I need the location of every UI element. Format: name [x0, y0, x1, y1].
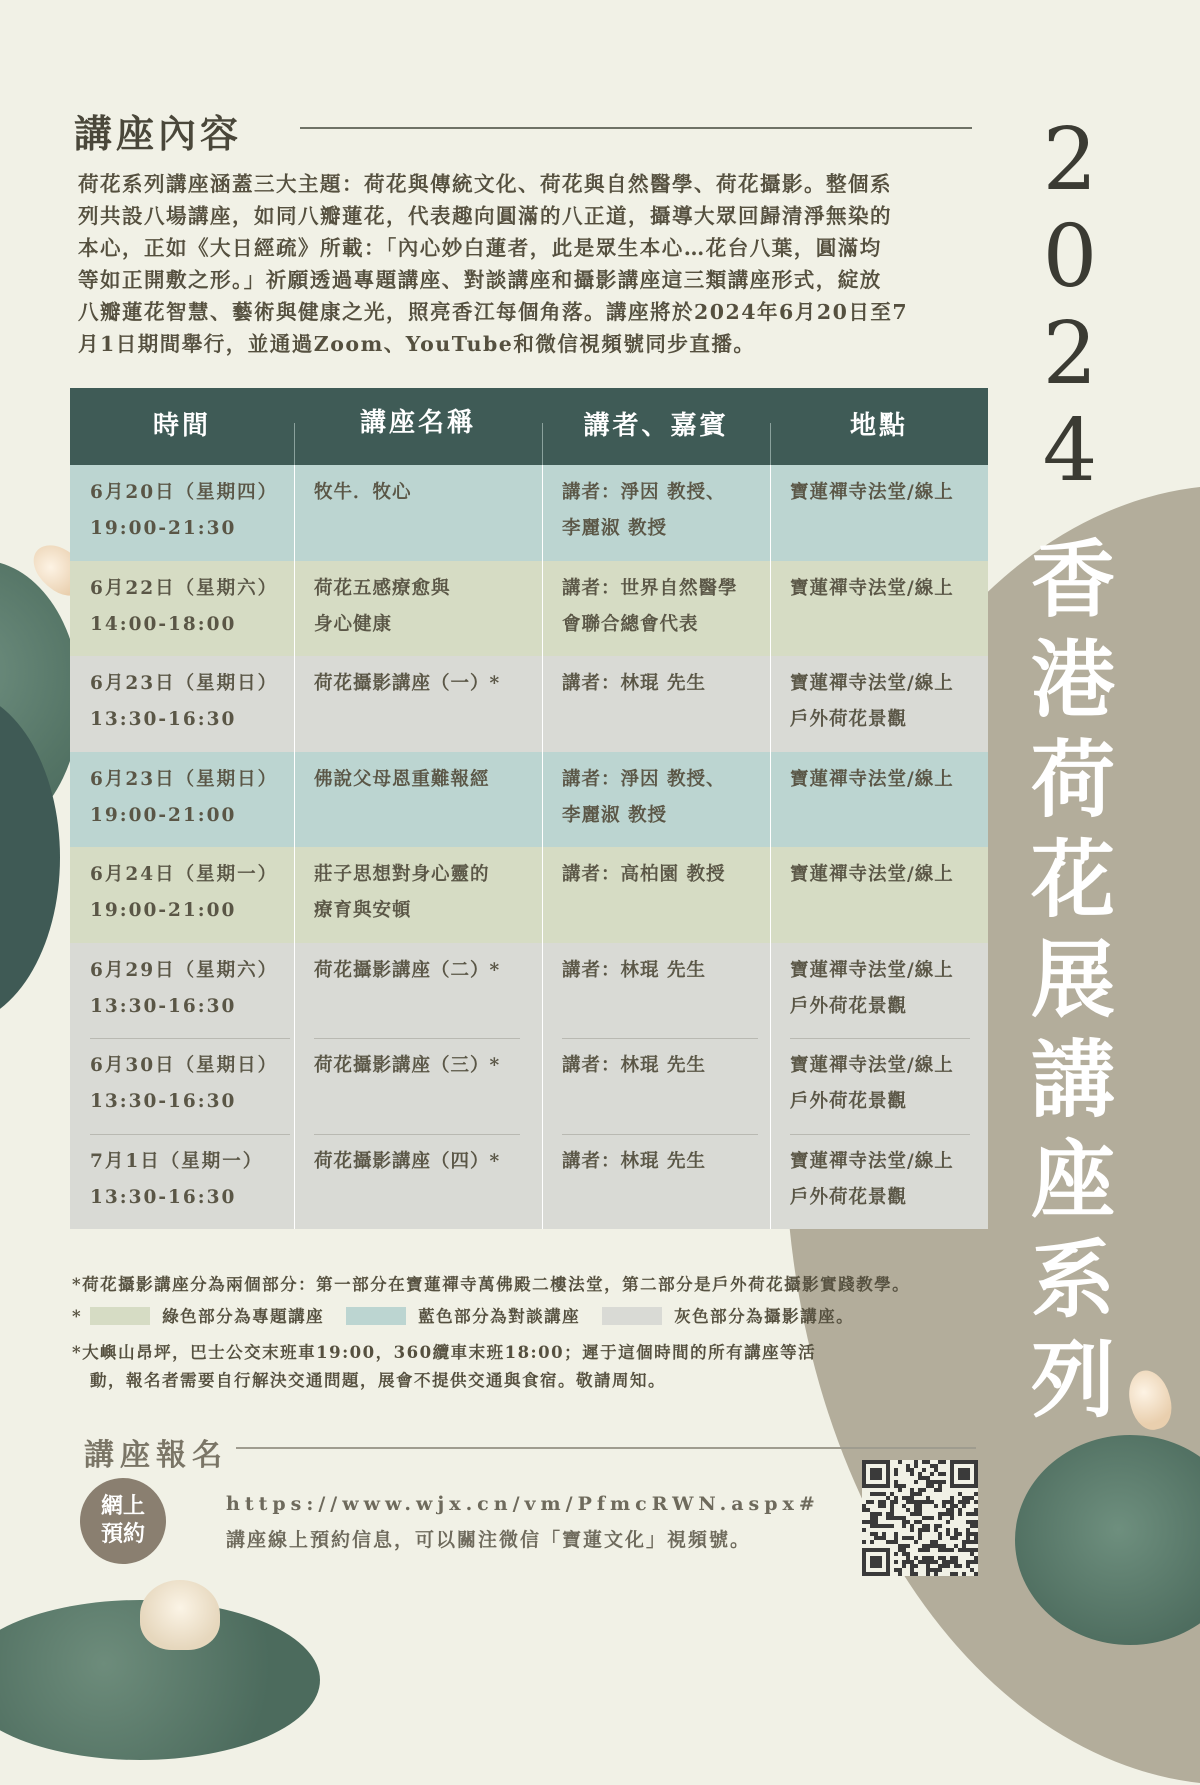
cell-title-line: 荷花五感療愈與	[314, 577, 451, 599]
legend-blue-label: 藍色部分為對談講座	[418, 1307, 581, 1326]
table-row	[70, 656, 988, 752]
column-divider	[542, 943, 543, 1039]
header-time: 時間	[152, 411, 211, 441]
column-divider	[770, 1038, 771, 1134]
cell-speaker	[562, 857, 725, 893]
row-divider	[90, 1134, 290, 1135]
column-divider	[542, 1134, 543, 1230]
cell-venue-line: 寶蓮禪寺法堂/線上	[790, 768, 954, 790]
color-legend	[72, 1302, 854, 1332]
cell-venue-line: 寶蓮禪寺法堂/線上	[790, 577, 954, 599]
row-divider	[562, 1038, 758, 1039]
intro-line: 荷花系列講座涵蓋三大主題：荷花與傳統文化、荷花與自然醫學、荷花攝影。整個系	[78, 172, 892, 196]
column-divider	[770, 847, 771, 943]
legend-swatch-blue	[346, 1307, 406, 1325]
cell-time-line: 6月29日（星期六）	[90, 959, 279, 981]
table-row	[70, 465, 988, 561]
cell-speaker-line: 李麗淑 教授	[562, 804, 667, 826]
cell-time-line: 6月23日（星期日）	[90, 673, 279, 694]
cell-title-line: 荷花攝影講座（二）*	[314, 959, 501, 981]
signup-divider	[236, 1447, 976, 1449]
cell-venue	[790, 571, 954, 607]
cell-title-line: 荷花攝影講座（三）*	[314, 1055, 501, 1076]
row-divider	[314, 1038, 520, 1039]
cell-venue-line: 寶蓮禪寺法堂/線上	[790, 864, 954, 885]
section-heading: 講座內容	[74, 111, 243, 156]
cell-venue-line: 戶外荷花景觀	[790, 995, 908, 1017]
cell-speaker	[562, 1144, 706, 1180]
cell-venue	[790, 666, 954, 738]
column-divider	[542, 465, 543, 561]
cell-time-line: 6月23日（星期日）	[90, 768, 279, 790]
column-divider	[294, 561, 295, 657]
cell-time-line: 6月22日（星期六）	[90, 577, 279, 599]
signup-heading: 講座報名	[84, 1438, 228, 1473]
cell-time-line: 13:30-16:30	[90, 1091, 237, 1112]
cell-venue-line: 寶蓮禪寺法堂/線上	[790, 673, 954, 694]
cell-title-line: 牧牛．牧心	[314, 482, 412, 503]
header-title: 講座名稱	[359, 408, 476, 438]
column-divider	[294, 656, 295, 752]
cell-speaker-line: 講者：林琨 先生	[562, 673, 706, 694]
legend-marker: *	[72, 1307, 83, 1326]
cell-time-line: 6月24日（星期一）	[90, 864, 279, 885]
column-divider	[294, 752, 295, 848]
column-divider	[294, 1134, 295, 1230]
title-character: 花	[1030, 830, 1115, 929]
cell-title	[314, 1144, 500, 1180]
cell-title-line: 佛說父母恩重難報經	[314, 768, 490, 790]
cell-time	[90, 953, 278, 1025]
intro-line: 八瓣蓮花智慧、藝術與健康之光，照亮香江每個角落。講座將於2024年6月20日至7	[78, 300, 909, 324]
cell-time-line: 19:00-21:00	[90, 804, 237, 826]
column-divider	[770, 1134, 771, 1230]
column-divider	[294, 465, 295, 561]
year-digit: 4	[1042, 401, 1098, 501]
title-character: 座	[1030, 1130, 1115, 1229]
cell-title-line: 荷花攝影講座（四）*	[314, 1150, 501, 1172]
cell-speaker-line: 講者：世界自然醫學	[562, 577, 738, 599]
row-divider	[562, 1134, 758, 1135]
signup-info-text: 講座線上預約信息，可以關注微信「寶蓮文化」視頻號。	[226, 1529, 752, 1551]
year-digit: 0	[1042, 207, 1098, 307]
cell-venue	[790, 1144, 954, 1216]
cell-venue	[790, 1048, 954, 1120]
cell-time	[90, 1144, 263, 1216]
column-divider	[542, 656, 543, 752]
cell-title-line: 療育與安頓	[314, 900, 412, 921]
qr-code-icon[interactable]	[862, 1460, 978, 1576]
cell-venue-line: 寶蓮禪寺法堂/線上	[790, 482, 954, 503]
cell-title-line: 荷花攝影講座（一）*	[314, 673, 501, 694]
cell-speaker	[562, 666, 706, 702]
column-divider	[770, 752, 771, 848]
note-transport-line-2: 動，報名者需要自行解決交通問題，展會不提供交通與食宿。敬請周知。	[90, 1371, 666, 1390]
legend-swatch-gray	[602, 1307, 662, 1325]
cell-time-line: 6月30日（星期日）	[90, 1055, 279, 1076]
title-character: 系	[1030, 1230, 1115, 1329]
cell-speaker	[562, 475, 725, 547]
column-divider	[770, 561, 771, 657]
cell-time-line: 6月20日（星期四）	[90, 482, 279, 503]
column-divider	[542, 1038, 543, 1134]
cell-speaker-line: 李麗淑 教授	[562, 518, 667, 539]
cell-time-line: 19:00-21:00	[90, 900, 237, 921]
note-photo-lecture: *荷花攝影講座分為兩個部分：第一部分在寶蓮禪寺萬佛殿二樓法堂，第二部分是戶外荷花攝影實踐教學。	[72, 1275, 911, 1294]
table-row	[70, 1134, 988, 1230]
cell-title	[314, 857, 490, 929]
legend-swatch-green	[90, 1307, 150, 1325]
table-row	[70, 752, 988, 848]
cell-title	[314, 1048, 500, 1084]
badge-line-2: 預約	[100, 1521, 145, 1547]
column-divider	[770, 656, 771, 752]
legend-green-label: 綠色部分為專題講座	[162, 1307, 325, 1326]
cell-speaker	[562, 1048, 706, 1084]
cell-title-line: 莊子思想對身心靈的	[314, 864, 490, 885]
cell-speaker-line: 講者：林琨 先生	[562, 1150, 706, 1172]
intro-line: 本心，正如《大日經疏》所載：「內心妙白蓮者，此是眾生本心…花台八葉，圓滿均	[78, 236, 882, 260]
cell-venue	[790, 475, 954, 511]
cell-speaker-line: 講者：淨因 教授、	[562, 768, 726, 790]
cell-venue-line: 戶外荷花景觀	[790, 1186, 908, 1208]
title-character: 港	[1030, 630, 1115, 729]
cell-venue	[790, 762, 954, 798]
title-character: 荷	[1030, 730, 1115, 829]
header-divider	[542, 423, 543, 465]
table-row	[70, 943, 988, 1039]
cell-venue-line: 寶蓮禪寺法堂/線上	[790, 1055, 954, 1076]
column-divider	[542, 752, 543, 848]
table-row	[70, 1038, 988, 1134]
event-title-vertical	[1018, 530, 1128, 1430]
cell-speaker	[562, 953, 706, 989]
row-divider	[790, 1038, 970, 1039]
cell-speaker-line: 講者：林琨 先生	[562, 1055, 706, 1076]
column-divider	[542, 847, 543, 943]
row-divider	[790, 1134, 970, 1135]
intro-line: 列共設八場講座，如同八瓣蓮花，代表趣向圓滿的八正道，攝導大眾回歸清淨無染的	[78, 204, 892, 228]
cell-venue-line: 戶外荷花景觀	[790, 1091, 908, 1112]
title-character: 講	[1030, 1030, 1115, 1129]
title-character: 展	[1030, 930, 1115, 1029]
signup-url-link[interactable]: https://www.wjx.cn/vm/PfmcRWN.aspx#	[226, 1493, 820, 1515]
cell-time	[90, 1048, 278, 1120]
cell-time	[90, 857, 278, 929]
intro-line: 等如正開敷之形。」祈願透過專題講座、對談講座和攝影講座這三類講座形式，綻放	[78, 268, 882, 292]
year-digit: 2	[1042, 304, 1098, 404]
intro-paragraph	[78, 168, 978, 360]
header-divider	[770, 423, 771, 465]
table-row	[70, 561, 988, 657]
online-booking-badge	[80, 1478, 166, 1564]
cell-venue-line: 寶蓮禪寺法堂/線上	[790, 959, 954, 981]
cell-time	[90, 571, 278, 643]
cell-speaker-line: 講者：淨因 教授、	[562, 482, 726, 503]
cell-title	[314, 475, 412, 511]
cell-title	[314, 762, 490, 798]
cell-time	[90, 666, 278, 738]
badge-line-1: 網上	[100, 1493, 145, 1519]
cell-venue	[790, 953, 954, 1025]
schedule-table	[70, 388, 988, 1244]
title-character: 香	[1030, 530, 1115, 629]
row-divider	[314, 1134, 520, 1135]
cell-venue	[790, 857, 954, 893]
cell-speaker	[562, 762, 725, 834]
cell-venue-line: 寶蓮禪寺法堂/線上	[790, 1150, 954, 1172]
table-row	[70, 847, 988, 943]
cell-speaker-line: 講者：林琨 先生	[562, 959, 706, 981]
column-divider	[294, 847, 295, 943]
year-digit: 2	[1042, 110, 1098, 210]
row-divider	[90, 1038, 290, 1039]
cell-title	[314, 666, 500, 702]
heading-divider	[300, 127, 972, 129]
lotus-flower-icon	[140, 1580, 220, 1650]
cell-time-line: 7月1日（星期一）	[90, 1150, 264, 1172]
cell-time	[90, 475, 278, 547]
note-transport-line-1: *大嶼山昂坪，巴士公交末班車19:00，360纜車末班18:00；遲于這個時間的所有講座等活	[72, 1343, 817, 1362]
header-divider	[294, 423, 295, 465]
cell-speaker-line: 講者：高柏園 教授	[562, 864, 726, 885]
cell-time-line: 13:30-16:30	[90, 1186, 237, 1208]
cell-title	[314, 953, 500, 989]
column-divider	[294, 943, 295, 1039]
title-character: 列	[1030, 1330, 1115, 1429]
cell-time-line: 13:30-16:30	[90, 995, 237, 1017]
cell-time	[90, 762, 278, 834]
cell-speaker-line: 會聯合總會代表	[562, 613, 699, 635]
cell-venue-line: 戶外荷花景觀	[790, 709, 908, 730]
intro-line: 月1日期間舉行，並通過Zoom、YouTube和微信視頻號同步直播。	[78, 332, 756, 356]
cell-title	[314, 571, 451, 643]
cell-time-line: 19:00-21:30	[90, 518, 237, 539]
header-speaker: 講者、嘉賓	[583, 411, 729, 441]
cell-time-line: 13:30-16:30	[90, 709, 237, 730]
cell-speaker	[562, 571, 738, 643]
column-divider	[770, 465, 771, 561]
legend-gray-label: 灰色部分為攝影講座。	[674, 1307, 855, 1326]
header-venue: 地點	[849, 411, 908, 441]
cell-title-line: 身心健康	[314, 613, 393, 635]
column-divider	[294, 1038, 295, 1134]
cell-time-line: 14:00-18:00	[90, 613, 237, 635]
table-header-row	[70, 388, 988, 465]
column-divider	[542, 561, 543, 657]
column-divider	[770, 943, 771, 1039]
